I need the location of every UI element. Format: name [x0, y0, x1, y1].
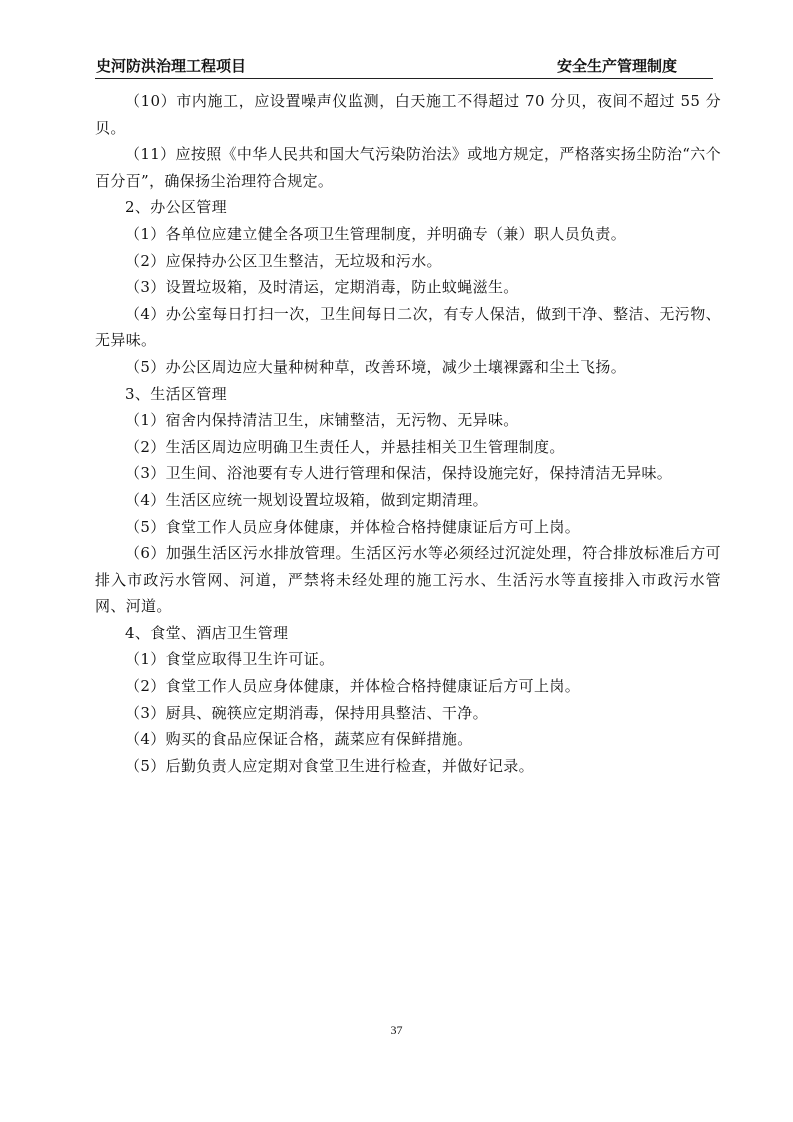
- document-title: 安全生产管理制度: [556, 57, 677, 75]
- office-section-title: 2、办公区管理: [125, 198, 227, 217]
- living-item: （5）食堂工作人员应身体健康，并体检合格持健康证后方可上岗。: [125, 517, 581, 536]
- living-item: （6）加强生活区污水排放管理。生活区污水等必须经过沉淀处理，符合排放标准后方可排入市政污水管网、河道，严禁将未经处理的施工污水、生活污水等直接排入市政污水管网、河道。: [95, 544, 721, 616]
- office-item: （5）办公区周边应大量种树种草，改善环境，减少土壤裸露和尘土飞扬。: [125, 357, 627, 376]
- page-number: 37: [390, 1023, 403, 1037]
- noise-paragraph: （10）市内施工，应设置噪声仪监测，白天施工不得超过 70 分贝，夜间不超过 55 分贝。: [95, 92, 721, 137]
- living-item: （3）卫生间、浴池要有专人进行管理和保洁，保持设施完好，保持清洁无异味。: [125, 464, 673, 483]
- office-item: （3）设置垃圾箱，及时清运，定期消毒，防止蚊蝇滋生。: [125, 278, 519, 297]
- office-item: （2）应保持办公区卫生整洁，无垃圾和污水。: [125, 251, 442, 270]
- living-item: （2）生活区周边应明确卫生责任人，并悬挂相关卫生管理制度。: [125, 437, 565, 456]
- living-item: （4）生活区应统一规划设置垃圾箱，做到定期清理。: [125, 490, 488, 509]
- page-header: [95, 56, 713, 79]
- office-item: （1）各单位应建立健全各项卫生管理制度，并明确专（兼）职人员负责。: [125, 224, 627, 243]
- living-item: （1）宿舍内保持清洁卫生，床铺整洁，无污物、无异味。: [125, 411, 519, 430]
- project-title: 史河防洪治理工程项目: [96, 57, 247, 75]
- canteen-item: （5）后勤负责人应定期对食堂卫生进行检查，并做好记录。: [125, 756, 534, 775]
- canteen-item: （1）食堂应取得卫生许可证。: [125, 650, 335, 669]
- document-body: [95, 88, 721, 779]
- dust-paragraph: （11）应按照《中华人民共和国大气污染防治法》或地方规定，严格落实扬尘防治“六个百分百”，确保扬尘治理符合规定。: [95, 145, 721, 190]
- living-section-title: 3、生活区管理: [125, 384, 227, 403]
- canteen-section-title: 4、食堂、酒店卫生管理: [125, 623, 289, 642]
- canteen-item: （4）购买的食品应保证合格，蔬菜应有保鲜措施。: [125, 730, 473, 749]
- canteen-item: （2）食堂工作人员应身体健康，并体检合格持健康证后方可上岗。: [125, 677, 581, 696]
- canteen-item: （3）厨具、碗筷应定期消毒，保持用具整洁、干净。: [125, 703, 488, 722]
- office-item: （4）办公室每日打扫一次，卫生间每日二次，有专人保洁，做到干净、整洁、无污物、无异味。: [95, 304, 721, 350]
